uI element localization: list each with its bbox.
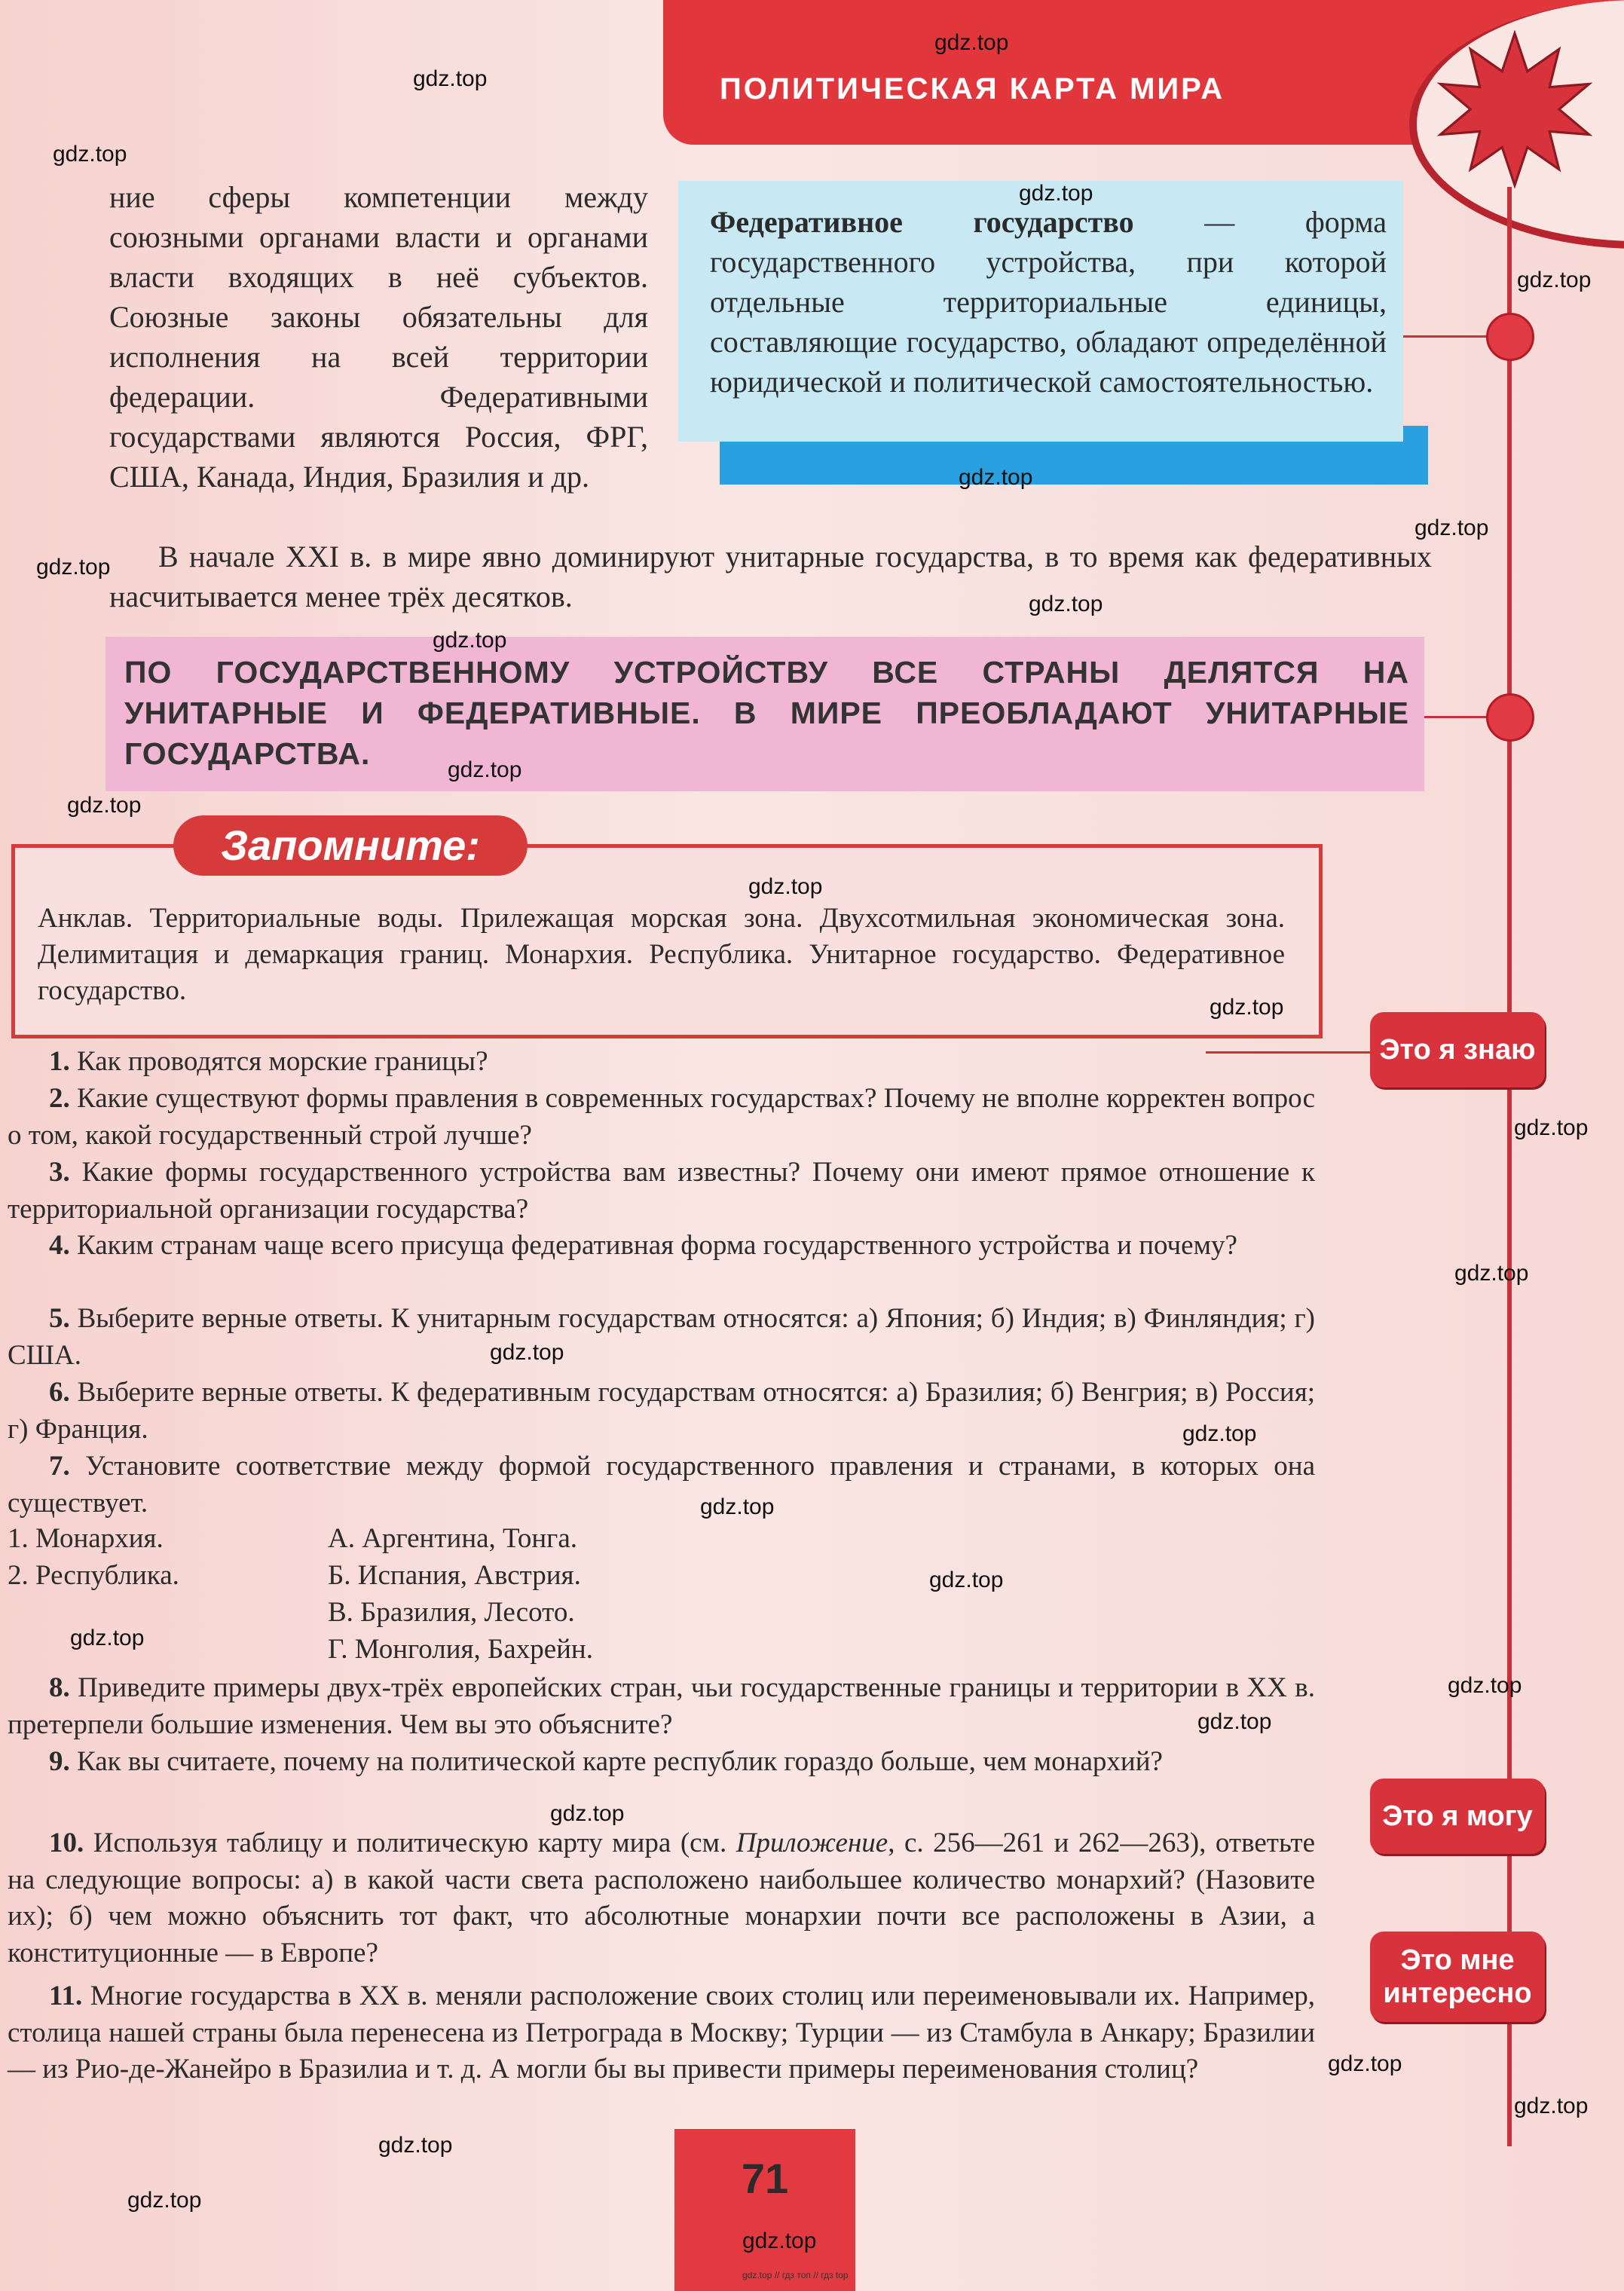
- watermark: gdz.top: [929, 1568, 1004, 1592]
- watermark: gdz.top: [934, 30, 1009, 55]
- match-right-a: А. Аргентина, Тонга.: [328, 1523, 578, 1554]
- match-left-1: 1. Монархия.: [8, 1523, 164, 1554]
- watermark: gdz.top: [1019, 181, 1093, 206]
- bottom-note: gdz.top // гдз топ // гдз top: [742, 2270, 849, 2280]
- watermark: gdz.top: [1517, 268, 1592, 292]
- watermark: gdz.top: [378, 2133, 453, 2158]
- watermark: gdz.top: [67, 793, 142, 818]
- watermark: gdz.top: [490, 1340, 564, 1365]
- question-6: 6. Выберите верные ответы. К федеративным государствам относятся: а) Бразилия; б) Венгрия; в) Россия; г) Франция.: [8, 1377, 1315, 1445]
- watermark: gdz.top: [1029, 592, 1103, 616]
- badge-this-i-know: Это я знаю: [1370, 1012, 1545, 1087]
- page-number: 71: [741, 2155, 789, 2202]
- watermark: gdz.top: [550, 1801, 625, 1826]
- paragraph-unitary: В начале XXI в. в мире явно доминируют унитарные государства, в то время как федеративных насчитывается менее трёх десятков.: [109, 540, 1432, 613]
- question-10: 10. Используя таблицу и политическую карту мира (см. Приложение, с. 256—261 и 262—263), ответьте на следующие вопросы: а) в какой части света расположено наибольшее количество монархий? (Назовите их); б) чем можно объяснить тот факт, что абсолютные монархии почти все расположены в Азии, а конституционные — в Европе?: [8, 1828, 1315, 1968]
- definition-text: [710, 202, 1387, 402]
- text-left-column: ние сферы компетенции между союзными органами власти и органами власти входящих в неё субъектов. Союзные законы обязательны для исполнения на всей территории федерации. Федеративными государствами являются Россия, ФРГ, США, Канада, Индия, Бразилия и др.: [109, 180, 648, 494]
- match-right-d: Г. Монголия, Бахрейн.: [328, 1634, 593, 1665]
- timeline-dot: [1486, 313, 1534, 361]
- watermark: gdz.top: [700, 1494, 775, 1519]
- timeline-dot: [1486, 693, 1534, 742]
- watermark: gdz.top: [1514, 1115, 1589, 1140]
- question-8: 8. Приведите примеры двух-трёх европейских стран, чьи государственные границы и территории в XX в. претерпели большие изменения. Чем вы это объясните?: [8, 1672, 1315, 1740]
- question-4: 4. Каким странам чаще всего присуща федеративная форма государственного устройства и почему?: [49, 1230, 1237, 1261]
- watermark: gdz.top: [1514, 2094, 1589, 2118]
- question-11: 11. Многие государства в XX в. меняли расположение своих столиц или переименовывали их. Например, столица нашей страны была перенесена из Петрограда в Москву; Турции — из Стамбула в Анкару; Бразилии — из Рио-де-Жанейро в Бразилиа и т. д. А могли бы вы привести примеры переименования столиц?: [8, 1981, 1316, 2085]
- watermark: gdz.top: [1415, 515, 1489, 540]
- definition-body: — форма государственного устройства, при которой отдельные территориальные единицы, составляющие государство, обладают определённой юридической и политической самостоятельностью.: [710, 205, 1387, 399]
- badge-interesting: Это мне интересно: [1370, 1932, 1545, 2022]
- badge-this-i-can: Это я могу: [1370, 1779, 1545, 1854]
- question-5: 5. Выберите верные ответы. К унитарным государствам относятся: а) Япония; б) Индия; в) Финляндия; г) США.: [8, 1303, 1315, 1371]
- watermark: gdz.top: [413, 66, 488, 91]
- watermark: gdz.top: [1182, 1421, 1257, 1446]
- watermark: gdz.top: [70, 1626, 145, 1650]
- match-right-c: В. Бразилия, Лесото.: [328, 1597, 575, 1628]
- watermark: gdz.top: [1210, 995, 1284, 1020]
- watermark: gdz.top: [448, 757, 522, 782]
- question-9: 9. Как вы считаете, почему на политической карте республик гораздо больше, чем монархий?: [49, 1746, 1163, 1777]
- definition-term: Федеративное государство: [710, 205, 1134, 239]
- watermark: gdz.top: [433, 628, 507, 653]
- watermark: gdz.top: [1454, 1261, 1529, 1286]
- remember-title: Запомните:: [173, 815, 528, 876]
- watermark: gdz.top: [1328, 2051, 1402, 2076]
- watermark: gdz.top: [959, 465, 1033, 490]
- star-icon: [1436, 30, 1594, 188]
- match-left-2: 2. Республика.: [8, 1560, 179, 1591]
- question-2: 2. Какие существуют формы правления в современных государствах? Почему не вполне корректен вопрос о том, какой государственный строй лучше?: [8, 1083, 1316, 1151]
- watermark: gdz.top: [127, 2188, 202, 2213]
- watermark: gdz.top: [53, 142, 127, 167]
- watermark: gdz.top: [36, 555, 111, 580]
- match-right-b: Б. Испания, Австрия.: [328, 1560, 581, 1591]
- watermark: gdz.top: [1448, 1673, 1522, 1698]
- remember-text: Анклав. Территориальные воды. Прилежащая морская зона. Двухсотмильная экономическая зона. Делимитация и демаркация границ. Монархия. Республика. Унитарное государство. Федеративное государство.: [38, 903, 1285, 1006]
- page-header-title: ПОЛИТИЧЕСКАЯ КАРТА МИРА: [720, 72, 1225, 106]
- question-1: 1. Как проводятся морские границы?: [49, 1046, 488, 1077]
- question-3: 3. Какие формы государственного устройства вам известны? Почему они имеют прямое отношение к территориальной организации государства?: [8, 1157, 1315, 1225]
- question-7: 7. Установите соответствие между формой государственного правления и странами, в которых она существует.: [8, 1451, 1316, 1519]
- watermark: gdz.top: [748, 874, 823, 899]
- watermark: gdz.top: [1197, 1709, 1272, 1734]
- key-rule-text: ПО ГОСУДАРСТВЕННОМУ УСТРОЙСТВУ ВСЕ СТРАНЫ ДЕЛЯТСЯ НА УНИТАРНЫЕ И ФЕДЕРАТИВНЫЕ. В МИРЕ ПРЕОБЛАДАЮТ УНИТАРНЫЕ ГОСУДАРСТВА.: [124, 655, 1409, 771]
- watermark: gdz.top: [742, 2228, 817, 2253]
